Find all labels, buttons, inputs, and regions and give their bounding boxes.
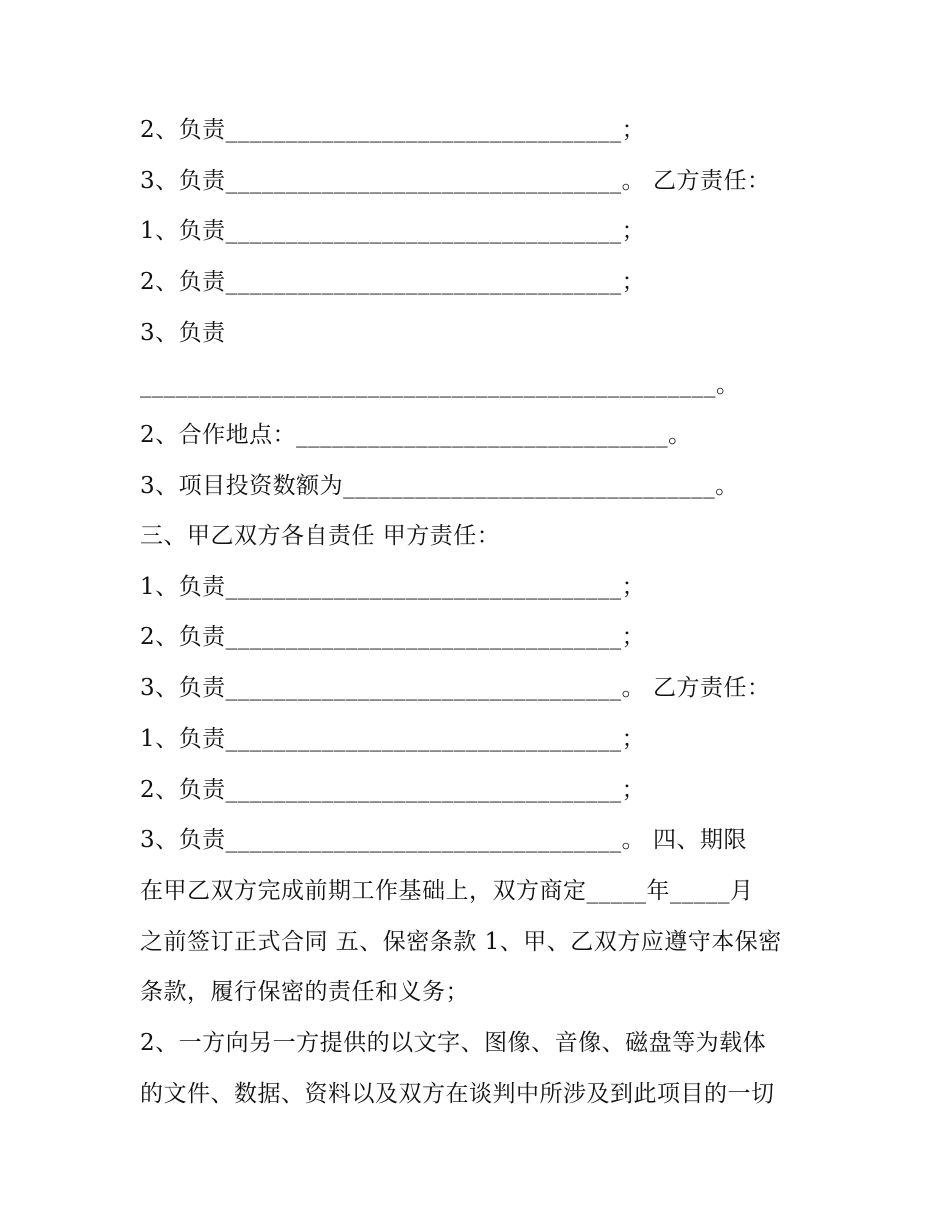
text-line: 2、一方向另一方提供的以文字、图像、音像、磁盘等为载体 <box>140 1030 767 1056</box>
text-line: 2、负责_________________________________； <box>140 777 646 803</box>
text-line: 三、甲乙双方各自责任 甲方责任： <box>140 523 501 549</box>
text-line: 3、负责_________________________________。 乙方责任： <box>140 168 771 194</box>
text-line: 1、负责_________________________________； <box>140 574 646 600</box>
text-line: 3、负责 <box>140 320 226 346</box>
text-line: 2、负责_________________________________； <box>140 624 646 650</box>
text-line: 2、负责_________________________________； <box>140 117 646 143</box>
text-line: 之前签订正式合同 五、保密条款 1、甲、乙双方应遵守本保密 <box>140 929 782 955</box>
text-line: 的文件、数据、资料以及双方在谈判中所涉及到此项目的一切 <box>140 1081 775 1107</box>
text-line: 3、负责_________________________________。 乙方责任： <box>140 675 771 701</box>
text-line: 2、负责_________________________________； <box>140 269 646 295</box>
text-line: 1、负责_________________________________； <box>140 726 646 752</box>
text-line: 3、项目投资数额为_______________________________。 <box>140 473 739 499</box>
text-line: 2、合作地点：_______________________________。 <box>140 422 692 448</box>
text-line: 3、负责_________________________________。 四、期限 <box>140 827 747 853</box>
text-line: 条款，履行保密的责任和义务； <box>140 979 469 1005</box>
text-line: 在甲乙双方完成前期工作基础上，双方商定_____年_____月 <box>140 878 754 904</box>
text-line: ________________________________________________。 <box>140 372 740 398</box>
text-line: 1、负责_________________________________； <box>140 218 646 244</box>
